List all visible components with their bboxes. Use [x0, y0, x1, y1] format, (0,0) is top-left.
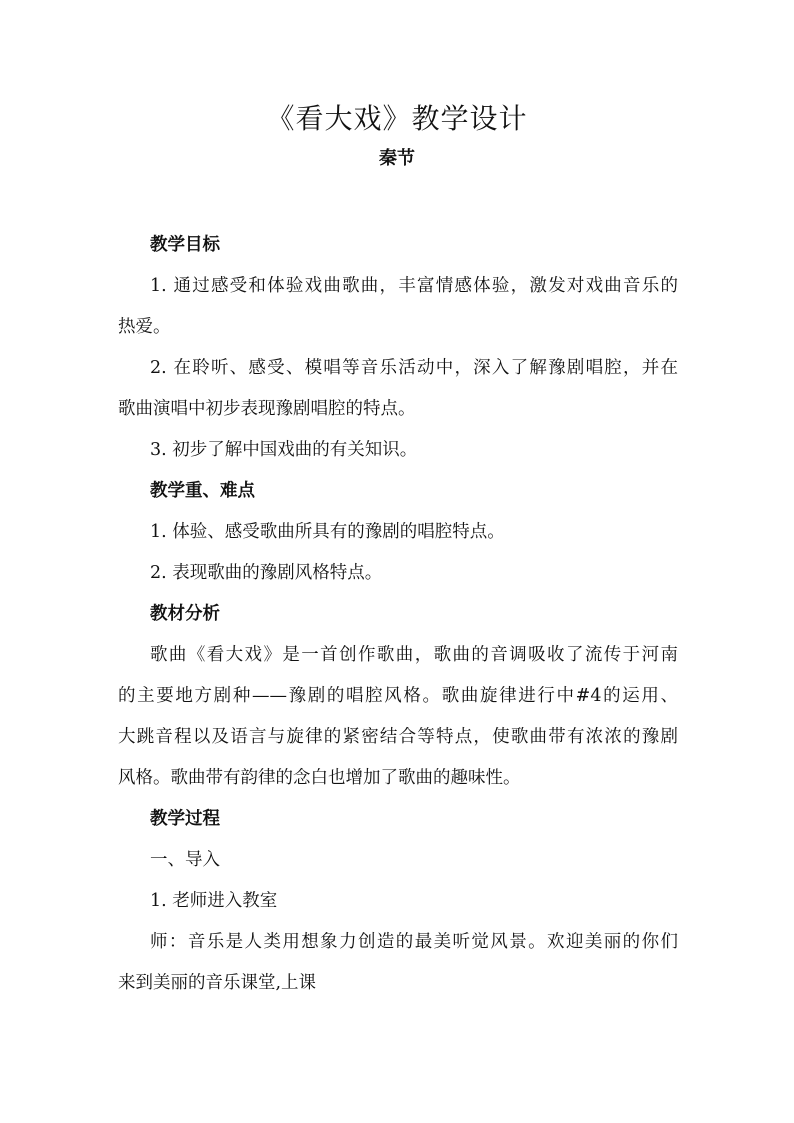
paragraph-line: 热爱。	[118, 317, 171, 337]
paragraph-line: 2. 表现歌曲的豫剧风格特点。	[150, 563, 383, 583]
paragraph-line: 歌曲演唱中初步表现豫剧唱腔的特点。	[118, 399, 416, 419]
paragraph-line: 师：音乐是人类用想象力创造的最美听觉风景。欢迎美丽的你们	[150, 932, 678, 952]
paragraph-line: 歌曲《看大戏》是一首创作歌曲，歌曲的音调吸收了流传于河南	[150, 645, 678, 665]
document-body	[118, 225, 678, 1004]
paragraph-line: 2. 在聆听、感受、模唱等音乐活动中，深入了解豫剧唱腔，并在	[150, 358, 678, 378]
section-heading-analysis: 教材分析	[150, 604, 220, 624]
paragraph-line: 一、导入	[150, 850, 220, 870]
paragraph-line: 来到美丽的音乐课堂,上课	[118, 973, 317, 993]
paragraph-line: 大跳音程以及语言与旋律的紧密结合等特点，使歌曲带有浓浓的豫剧	[118, 727, 678, 747]
document-title: 《看大戏》教学设计	[266, 102, 528, 135]
section-heading-process: 教学过程	[150, 809, 220, 829]
paragraph-line: 风格。歌曲带有韵律的念白也增加了歌曲的趣味性。	[118, 768, 521, 788]
paragraph-line: 1. 体验、感受歌曲所具有的豫剧的唱腔特点。	[150, 522, 505, 542]
section-heading-goals: 教学目标	[150, 235, 220, 255]
paragraph-line: 3. 初步了解中国戏曲的有关知识。	[150, 440, 418, 460]
section-heading-keypoints: 教学重、难点	[150, 481, 255, 501]
paragraph-line: 的主要地方剧种——豫剧的唱腔风格。歌曲旋律进行中#4的运用、	[118, 686, 678, 706]
paragraph-line: 1. 老师进入教室	[150, 891, 278, 911]
paragraph-line: 1. 通过感受和体验戏曲歌曲，丰富情感体验，激发对戏曲音乐的	[150, 276, 678, 296]
document-author: 秦节	[379, 148, 415, 169]
